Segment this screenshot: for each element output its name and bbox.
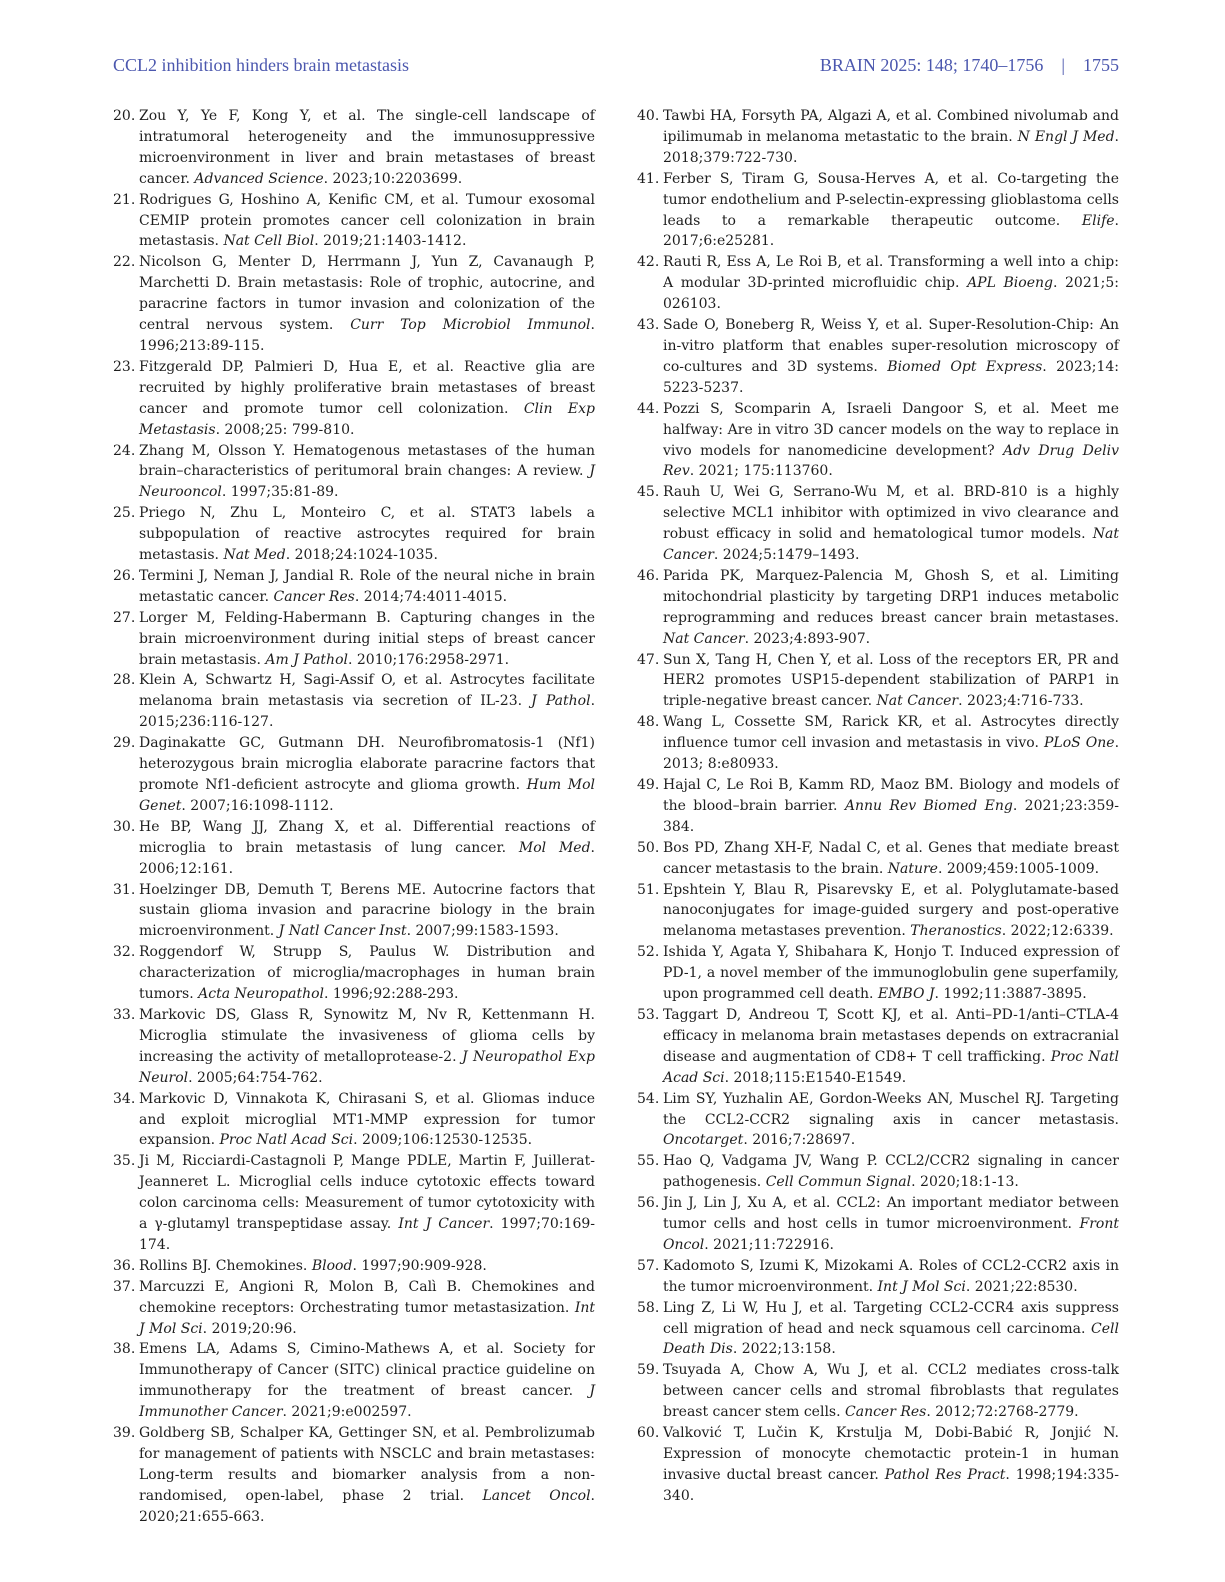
reference-details: . 2018;115:E1540-E1549.	[724, 1069, 907, 1086]
reference-number: 60.	[637, 1425, 660, 1442]
reference-number: 49.	[637, 777, 660, 793]
reference-journal: J Neurooncol	[139, 463, 595, 501]
reference-entry	[113, 817, 595, 880]
reference-details: . 2005;64:754-762.	[188, 1069, 323, 1086]
reference-details: . 2018;24:1024-1035.	[285, 547, 438, 564]
reference-text: Hoelzinger DB, Demuth T, Berens ME. Autocrine factors that sustain glioma invasion and paracrine biology in the brain microenvironment.	[139, 881, 595, 940]
reference-details: . 1997;90:909-928.	[352, 1257, 487, 1274]
running-header	[113, 55, 1119, 81]
reference-text: Bos PD, Zhang XH-F, Nadal C, et al. Genes that mediate breast cancer metastasis to the brain.	[663, 839, 1119, 877]
reference-entry	[113, 503, 595, 566]
reference-number: 24.	[113, 442, 136, 459]
reference-number: 36.	[113, 1257, 136, 1274]
reference-details: . 2021; 175:113760.	[689, 463, 833, 480]
reference-text: Wang L, Cossette SM, Rarick KR, et al. Astrocytes directly influence tumor cell invasion and metastasis in vivo.	[663, 714, 1119, 752]
reference-entry	[113, 357, 595, 441]
reference-journal: Int J Mol Sci	[139, 1299, 595, 1337]
reference-list-right-column	[637, 106, 1119, 1507]
reference-text: Ferber S, Tiram G, Sousa-Herves A, et al. Co-targeting the tumor endothelium and P-selectin-expressing glioblastoma cells leads to a remarkable therapeutic outcome.	[663, 170, 1119, 229]
reference-text: Zhang M, Olsson Y. Hematogenous metastases of the human brain–characteristics of peritumoral brain changes: A review.	[139, 442, 595, 480]
reference-entry	[637, 1089, 1119, 1152]
reference-journal: EMBO J	[877, 986, 935, 1003]
reference-entry	[637, 712, 1119, 775]
reference-details: . 1997;70:169-174.	[139, 1216, 595, 1253]
reference-journal: Mol Med	[518, 839, 591, 856]
reference-text: Fitzgerald DP, Palmieri D, Hua E, et al. Reactive glia are recruited by highly proliferative brain metastases of breast cancer and promote tumor cell colonization.	[139, 358, 595, 417]
reference-entry	[637, 1005, 1119, 1089]
reference-journal: Cancer Res	[845, 1404, 927, 1421]
reference-details: . 2023;14: 5223-5237.	[663, 358, 1120, 396]
reference-number: 45.	[637, 484, 660, 501]
reference-journal: Elife	[1081, 212, 1115, 229]
reference-entry	[637, 1298, 1119, 1361]
reference-text: Taggart D, Andreou T, Scott KJ, et al. Anti–PD-1/anti–CTLA-4 efficacy in melanoma brain metastases depends on extracranial disease and augmentation of CD8+ T cell trafficking.	[663, 1006, 1119, 1065]
reference-text: Sun X, Tang H, Chen Y, et al. Loss of the receptors ER, PR and HER2 promotes USP15-dependent stabilization of PARP1 in triple-negative breast cancer.	[663, 651, 1119, 710]
reference-details: . 2023;4:716-733.	[958, 693, 1084, 710]
reference-text: Zou Y, Ye F, Kong Y, et al. The single-cell landscape of intratumoral heterogeneity and the immunosuppressive microenvironment in liver and brain metastases of breast cancer.	[139, 108, 595, 187]
reference-number: 28.	[113, 672, 136, 689]
reference-text: Ishida Y, Agata Y, Shibahara K, Honjo T. Induced expression of PD-1, a novel member of the immunoglobulin gene superfamily, upon programmed cell death.	[663, 944, 1119, 1003]
reference-number: 50.	[637, 839, 660, 856]
reference-text: Epshtein Y, Blau R, Pisarevsky E, et al. Polyglutamate-based nanoconjugates for image-guided surgery and post-operative melanoma metastases prevention.	[663, 881, 1119, 940]
reference-number: 41.	[637, 170, 660, 187]
reference-text: Lorger M, Felding-Habermann B. Capturing changes in the brain microenvironment during initial steps of breast cancer brain metastasis.	[139, 609, 595, 668]
reference-journal: Clin Exp Metastasis	[139, 400, 595, 438]
reference-text: Goldberg SB, Schalper KA, Gettinger SN, et al. Pembrolizumab for management of patients with NSCLC and brain metastases: Long-term results and biomarker analysis from a non-randomised, open-label, phase 2 trial.	[139, 1425, 595, 1504]
reference-entry	[113, 670, 595, 733]
reference-text: Hajal C, Le Roi B, Kamm RD, Maoz BM. Biology and models of the blood–brain barrier.	[663, 777, 1119, 814]
reference-details: . 2010;176:2958-2971.	[347, 651, 510, 668]
reference-journal: Cell Commun Signal	[765, 1174, 912, 1191]
reference-entry	[113, 942, 595, 1005]
reference-entry	[637, 942, 1119, 1005]
reference-text: Pozzi S, Scomparin A, Israeli Dangoor S, et al. Meet me halfway: Are in vitro 3D cancer models on the way to replace in vivo models for nanomedicine development?	[663, 400, 1119, 459]
reference-text: Ji M, Ricciardi-Castagnoli P, Mange PDLE, Martin F, Juillerat-Jeanneret L. Microglial cells induce cytotoxic effects toward colon carcinoma cells: Measurement of tumor cytotoxicity with a γ-glutamyl transpeptidase assay.	[139, 1153, 595, 1233]
reference-text: Rodrigues G, Hoshino A, Kenific CM, et al. Tumour exosomal CEMIP protein promotes cancer cell colonization in brain metastasis.	[139, 191, 595, 250]
reference-journal: Proc Natl Acad Sci	[219, 1132, 354, 1149]
reference-number: 43.	[637, 317, 660, 334]
reference-number: 37.	[113, 1278, 136, 1295]
reference-journal: Acta Neuropathol	[198, 986, 325, 1003]
reference-journal: Cell Death Dis	[663, 1320, 1119, 1358]
reference-entry	[637, 169, 1119, 253]
reference-details: . 2019;20:96.	[202, 1320, 297, 1337]
reference-details: . 2023;10:2203699.	[323, 170, 463, 187]
reference-details: . 2021;9:e002597.	[282, 1404, 412, 1421]
reference-entry	[113, 190, 595, 253]
reference-number: 31.	[113, 881, 136, 898]
reference-details: . 2022;13:158.	[732, 1341, 836, 1358]
reference-number: 25.	[113, 505, 136, 522]
reference-details: . 2009;459:1005-1009.	[937, 860, 1100, 877]
reference-number: 54.	[637, 1090, 660, 1107]
journal-citation: BRAIN 2025: 148; 1740–1756	[819, 55, 1044, 75]
reference-text: Marcuzzi E, Angioni R, Molon B, Calì B. Chemokines and chemokine receptors: Orchestrating tumor metastasization.	[139, 1278, 595, 1316]
reference-number: 48.	[637, 714, 660, 731]
reference-details: . 2021;22:8530.	[965, 1278, 1078, 1295]
reference-entry	[637, 1423, 1119, 1507]
reference-details: . 2018;379:722-730.	[663, 128, 1119, 166]
reference-details: . 1997;35:81-89.	[221, 484, 339, 501]
reference-number: 52.	[637, 944, 660, 961]
reference-number: 44.	[637, 400, 660, 417]
reference-text: Tawbi HA, Forsyth PA, Algazi A, et al. Combined nivolumab and ipilimumab in melanoma metastatic to the brain.	[663, 108, 1119, 145]
reference-number: 32.	[113, 944, 136, 961]
reference-entry	[637, 880, 1119, 943]
reference-number: 53.	[637, 1006, 660, 1023]
reference-text: Klein A, Schwartz H, Sagi-Assif O, et al. Astrocytes facilitate melanoma brain metastasis via secretion of IL-23.	[139, 672, 595, 710]
reference-entry	[637, 1360, 1119, 1423]
reference-entry	[637, 650, 1119, 713]
reference-entry	[113, 733, 595, 817]
reference-number: 56.	[637, 1195, 660, 1212]
reference-list-left-column	[113, 106, 595, 1528]
reference-text: Hao Q, Vadgama JV, Wang P. CCL2/CCR2 signaling in cancer pathogenesis.	[663, 1153, 1119, 1191]
reference-details: . 2023;4:893-907.	[744, 630, 871, 647]
reference-number: 21.	[113, 191, 136, 208]
reference-text: Lim SY, Yuzhalin AE, Gordon-Weeks AN, Muschel RJ. Targeting the CCL2-CCR2 signaling axis in cancer metastasis.	[663, 1090, 1119, 1128]
reference-entry	[637, 566, 1119, 650]
reference-text: He BP, Wang JJ, Zhang X, et al. Differential reactions of microglia to brain metastasis of lung cancer.	[139, 818, 595, 856]
reference-entry	[113, 441, 595, 504]
reference-details: . 2008;25: 799-810.	[215, 421, 355, 438]
reference-journal: Am J Pathol	[265, 651, 348, 668]
reference-text: Kadomoto S, Izumi K, Mizokami A. Roles of CCL2-CCR2 axis in the tumor microenvironment.	[663, 1257, 1119, 1295]
reference-entry	[637, 399, 1119, 483]
reference-journal: APL Bioeng	[967, 275, 1053, 292]
reference-entry	[637, 315, 1119, 399]
reference-journal: J Natl Cancer Inst	[278, 923, 407, 940]
reference-journal: Hum Mol Genet	[139, 777, 595, 814]
reference-journal: Theranostics	[910, 923, 1002, 940]
reference-number: 23.	[113, 358, 136, 375]
reference-journal: Biomed Opt Express	[887, 358, 1043, 375]
reference-entry	[637, 1151, 1119, 1193]
reference-text: Daginakatte GC, Gutmann DH. Neurofibromatosis-1 (Nf1) heterozygous brain microglia elaborate paracrine factors that promote Nf1-deficient astrocyte and glioma growth.	[139, 735, 595, 793]
reference-details: . 2022;12:6339.	[1001, 923, 1114, 940]
reference-journal: Nat Med	[223, 547, 286, 564]
reference-number: 22.	[113, 254, 136, 271]
reference-number: 47.	[637, 651, 660, 668]
reference-details: . 2020;21:655-663.	[139, 1487, 595, 1525]
reference-details: . 2009;106:12530-12535.	[353, 1132, 533, 1149]
reference-entry	[113, 106, 595, 190]
reference-text: Jin J, Lin J, Xu A, et al. CCL2: An important mediator between tumor cells and host cells in tumor microenvironment.	[663, 1195, 1119, 1233]
reference-text: Valković T, Lučin K, Krstulja M, Dobi-Babić R, Jonjić N. Expression of monocyte chemotactic protein-1 in human invasive ductal breast cancer.	[663, 1425, 1119, 1483]
reference-journal: J Immunother Cancer	[139, 1383, 595, 1421]
reference-text: Markovic D, Vinnakota K, Chirasani S, et al. Gliomas induce and exploit microglial MT1-MMP expression for tumor expansion.	[139, 1090, 595, 1149]
reference-entry	[113, 1423, 595, 1528]
reference-journal: Int J Cancer	[398, 1216, 490, 1233]
reference-journal: Lancet Oncol	[482, 1487, 591, 1504]
reference-journal: Annu Rev Biomed Eng	[844, 797, 1013, 814]
reference-journal: J Pathol	[531, 693, 591, 710]
reference-entry	[113, 1339, 595, 1423]
reference-text: Emens LA, Adams S, Cimino-Mathews A, et al. Society for Immunotherapy of Cancer (SITC) clinical practice guideline on immunotherapy for the treatment of breast cancer.	[139, 1341, 595, 1400]
reference-journal: Proc Natl Acad Sci	[663, 1048, 1119, 1086]
reference-journal: Nature	[887, 860, 938, 877]
reference-text: Priego N, Zhu L, Monteiro C, et al. STAT3 labels a subpopulation of reactive astrocytes required for brain metastasis.	[139, 505, 595, 564]
reference-entry	[637, 1193, 1119, 1256]
header-separator: |	[1061, 55, 1065, 75]
reference-journal: Adv Drug Deliv Rev	[663, 442, 1119, 480]
reference-details: . 2016;7:28697.	[743, 1132, 856, 1149]
reference-journal: Pathol Res Pract	[884, 1466, 1006, 1483]
reference-details: . 2013; 8:e80933.	[663, 735, 1120, 773]
reference-details: . 2024;5:1479–1493.	[713, 547, 860, 564]
reference-details: . 2021;11:722916.	[704, 1236, 834, 1253]
reference-text: Markovic DS, Glass R, Synowitz M, Nv R, Kettenmann H. Microglia stimulate the invasiveness of glioma cells by increasing the activity of metalloprotease-2.	[139, 1006, 595, 1065]
reference-journal: Oncotarget	[663, 1132, 744, 1149]
reference-entry	[637, 482, 1119, 566]
reference-entry	[637, 252, 1119, 315]
reference-journal: PLoS One	[1043, 735, 1115, 752]
reference-journal: N Engl J Med	[1017, 128, 1115, 145]
reference-details: . 2021;23:359-384.	[663, 797, 1120, 835]
reference-journal: J Neuropathol Exp Neurol	[139, 1048, 596, 1086]
reference-number: 20.	[113, 108, 136, 124]
reference-number: 42.	[637, 254, 660, 271]
reference-text: Rollins BJ. Chemokines.	[139, 1257, 312, 1274]
reference-details: . 2012;72:2768-2779.	[926, 1404, 1079, 1421]
reference-journal: Curr Top Microbiol Immunol	[350, 317, 591, 334]
reference-entry	[637, 775, 1119, 838]
reference-entry	[113, 566, 595, 608]
reference-entry	[637, 1256, 1119, 1298]
reference-details: . 2017;6:e25281.	[663, 212, 1119, 250]
reference-number: 57.	[637, 1257, 660, 1274]
page-number: 1755	[1083, 55, 1119, 75]
reference-entry	[113, 1277, 595, 1340]
reference-number: 38.	[113, 1341, 136, 1358]
reference-number: 27.	[113, 609, 136, 626]
reference-journal: Advanced Science	[194, 170, 324, 187]
reference-text: Rauti R, Ess A, Le Roi B, et al. Transforming a well into a chip: A modular 3D-printed microfluidic chip.	[663, 254, 1119, 292]
reference-journal: Nat Cancer	[876, 693, 959, 710]
reference-details: . 2019;21:1403-1412.	[314, 233, 467, 250]
reference-entry	[113, 1005, 595, 1089]
reference-number: 51.	[637, 881, 660, 898]
reference-entry	[113, 880, 595, 943]
reference-journal: Cancer Res	[273, 588, 355, 605]
reference-entry	[113, 1256, 595, 1277]
reference-entry	[113, 252, 595, 357]
reference-number: 33.	[113, 1006, 136, 1023]
reference-details: . 2006;12:161.	[139, 839, 595, 877]
reference-entry	[637, 106, 1119, 169]
reference-text: Parida PK, Marquez-Palencia M, Ghosh S, et al. Limiting mitochondrial plasticity by targeting DRP1 induces metabolic reprogramming and reduces breast cancer brain metastases.	[663, 567, 1119, 626]
reference-number: 34.	[113, 1090, 136, 1107]
reference-number: 30.	[113, 818, 136, 835]
reference-details: . 2007;99:1583-1593.	[406, 923, 559, 940]
reference-number: 58.	[637, 1299, 660, 1316]
running-title: CCL2 inhibition hinders brain metastasis	[113, 55, 409, 75]
reference-text: Nicolson G, Menter D, Herrmann J, Yun Z, Cavanaugh P, Marchetti D. Brain metastasis: Role of trophic, autocrine, and paracrine factors in tumor invasion and colonization of the central nervous system.	[139, 254, 595, 334]
reference-text: Sade O, Boneberg R, Weiss Y, et al. Super-Resolution-Chip: An in-vitro platform that enables super-resolution microscopy of co-cultures and 3D systems.	[663, 317, 1119, 375]
reference-details: . 1996;213:89-115.	[139, 317, 595, 354]
reference-details: . 2015;236:116-127.	[139, 693, 596, 731]
reference-text: Termini J, Neman J, Jandial R. Role of the neural niche in brain metastatic cancer.	[139, 567, 595, 605]
reference-number: 40.	[637, 108, 660, 124]
reference-journal: Blood	[311, 1257, 353, 1274]
reference-text: Ling Z, Li W, Hu J, et al. Targeting CCL2-CCR4 axis suppress cell migration of head and neck squamous cell carcinoma.	[663, 1299, 1119, 1337]
reference-text: Roggendorf W, Strupp S, Paulus W. Distribution and characterization of microglia/macrophages in human brain tumors.	[139, 944, 595, 1003]
reference-details: . 1992;11:3887-3895.	[934, 986, 1087, 1003]
reference-entry	[637, 838, 1119, 880]
reference-number: 29.	[113, 735, 136, 752]
reference-details: . 2014;74:4011-4015.	[354, 588, 508, 605]
reference-details: . 2007;16:1098-1112.	[181, 797, 334, 814]
reference-details: . 2020;18:1-13.	[911, 1174, 1019, 1191]
reference-number: 59.	[637, 1362, 660, 1379]
reference-text: Rauh U, Wei G, Serrano-Wu M, et al. BRD-810 is a highly selective MCL1 inhibitor with optimized in vivo clearance and robust efficacy in solid and hematological tumor models.	[663, 484, 1119, 543]
reference-journal: Int J Mol Sci	[877, 1278, 966, 1295]
reference-number: 39.	[113, 1425, 136, 1442]
reference-journal: Front Oncol	[663, 1216, 1119, 1253]
reference-details: . 1998;194:335-340.	[663, 1466, 1119, 1504]
reference-journal: Nat Cell Biol	[223, 233, 315, 250]
reference-number: 26.	[113, 567, 136, 584]
reference-number: 46.	[637, 567, 660, 584]
reference-number: 35.	[113, 1153, 136, 1170]
reference-text: Tsuyada A, Chow A, Wu J, et al. CCL2 mediates cross-talk between cancer cells and stromal fibroblasts that regulates breast cancer stem cells.	[663, 1362, 1119, 1421]
reference-journal: Nat Cancer	[663, 526, 1119, 564]
reference-entry	[113, 608, 595, 671]
reference-entry	[113, 1151, 595, 1256]
journal-info	[820, 55, 1119, 76]
reference-entry	[113, 1089, 595, 1152]
reference-journal: Nat Cancer	[663, 630, 745, 647]
reference-number: 55.	[637, 1153, 660, 1170]
reference-details: . 1996;92:288-293.	[324, 986, 459, 1003]
reference-details: . 2021;5: 026103.	[663, 275, 1119, 313]
